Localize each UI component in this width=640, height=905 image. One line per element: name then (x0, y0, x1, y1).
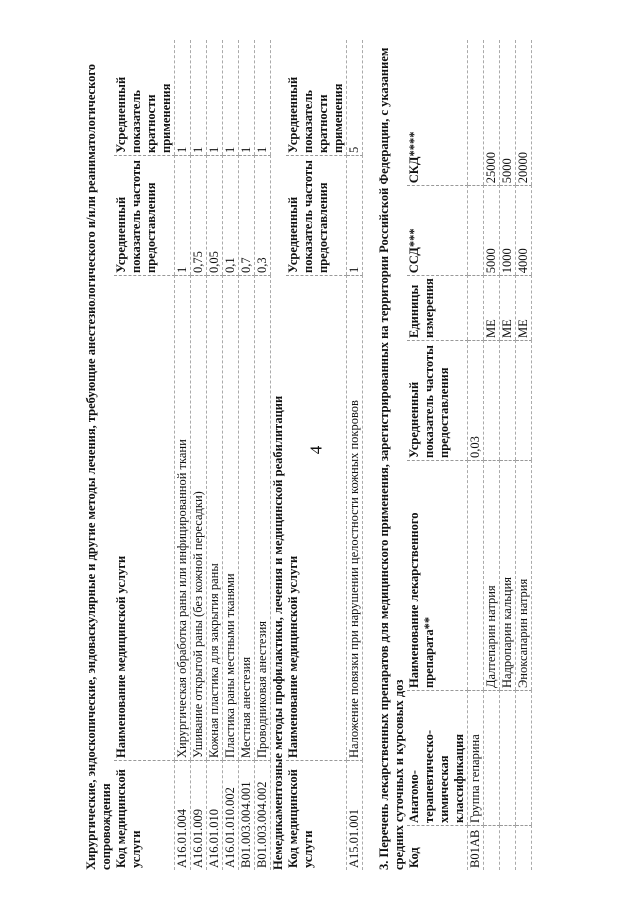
cell-code: A16.01.004 (175, 761, 191, 871)
table-row (223, 40, 239, 870)
cell-code: B01.003.004.001 (239, 761, 255, 871)
cell-code (516, 826, 532, 871)
col-atc: Анатомо-терапевтическо-химическая классификация (407, 691, 468, 826)
table-row (516, 40, 532, 870)
cell-skd: 5000 (500, 40, 516, 186)
cell-name: Ушивание открытой раны (без кожной пересадки) (191, 276, 207, 761)
cell-drug: Эноксапарин натрия (516, 461, 532, 691)
cell-name: Хирургическая обработка раны или инфицированной ткани (175, 276, 191, 761)
cell-freq (500, 341, 516, 461)
drugs-table (407, 40, 532, 870)
table-row (175, 40, 191, 870)
table-header-row (407, 40, 468, 870)
cell-mult: 5 (347, 40, 363, 156)
cell-code: B01AB (468, 826, 484, 871)
cell-freq: 0,1 (223, 156, 239, 276)
col-drug: Наименование лекарственного препарата** (407, 461, 468, 691)
col-ssd: ССД*** (407, 186, 468, 276)
cell-name: Проводниковая анестезия (255, 276, 271, 761)
cell-unit: МЕ (516, 276, 532, 341)
cell-atc (500, 691, 516, 826)
cell-freq (484, 341, 500, 461)
cell-freq: 0,03 (468, 341, 484, 461)
cell-code: A16.01.010 (207, 761, 223, 871)
table-row (347, 40, 363, 870)
col-name: Наименование медицинской услуги (114, 276, 175, 761)
col-mult: Усредненный показатель кратности применения (286, 40, 347, 156)
cell-ssd: 1000 (500, 186, 516, 276)
cell-ssd: 5000 (484, 186, 500, 276)
cell-freq: 1 (175, 156, 191, 276)
cell-skd (468, 40, 484, 186)
table-row-group (468, 40, 484, 870)
rotated-page-content (84, 40, 636, 870)
cell-freq: 0,05 (207, 156, 223, 276)
col-code: Код медицинской услуги (286, 761, 347, 871)
cell-name: Кожная пластика для закрытия раны (207, 276, 223, 761)
cell-code (484, 826, 500, 871)
cell-drug (468, 461, 484, 691)
col-freq: Усредненный показатель частоты предоставления (286, 156, 347, 276)
rehab-table (286, 40, 363, 870)
col-freq: Усредненный показатель частоты предоставления (114, 156, 175, 276)
rehab-heading: Немедикаментозные методы профилактики, лечения и медицинской реабилитации (271, 395, 285, 870)
page-number: 4 (306, 445, 326, 455)
table-row (191, 40, 207, 870)
cell-unit: МЕ (500, 276, 516, 341)
cell-atc: Группа гепарина (468, 691, 484, 826)
col-name: Наименование медицинской услуги (286, 276, 347, 761)
col-unit: Единицы измерения (407, 276, 468, 341)
col-code: Код медицинской услуги (114, 761, 175, 871)
services-table (114, 40, 271, 870)
table-row (239, 40, 255, 870)
cell-mult: 1 (255, 40, 271, 156)
col-mult: Усредненный показатель кратности применения (114, 40, 175, 156)
cell-code (500, 826, 516, 871)
cell-code: A16.01.010.002 (223, 761, 239, 871)
cell-ssd: 4000 (516, 186, 532, 276)
cell-name: Местная анестезия (239, 276, 255, 761)
cell-mult: 1 (223, 40, 239, 156)
cell-code: A16.01.009 (191, 761, 207, 871)
cell-mult: 1 (191, 40, 207, 156)
cell-mult: 1 (175, 40, 191, 156)
table-header-row (286, 40, 347, 870)
col-skd: СКД**** (407, 40, 468, 186)
cell-drug: Надропарин кальция (500, 461, 516, 691)
col-freq: Усредненный показатель частоты предоставления (407, 341, 468, 461)
cell-freq: 0,75 (191, 156, 207, 276)
cell-skd: 20000 (516, 40, 532, 186)
table-row (484, 40, 500, 870)
cell-name: Наложение повязки при нарушении целостности кожных покровов (347, 276, 363, 761)
cell-code: A15.01.001 (347, 761, 363, 871)
cell-mult: 1 (207, 40, 223, 156)
cell-freq (516, 341, 532, 461)
cell-code: B01.003.004.002 (255, 761, 271, 871)
cell-name: Пластика раны местными тканями (223, 276, 239, 761)
cell-mult: 1 (239, 40, 255, 156)
cell-freq: 0,3 (255, 156, 271, 276)
col-code: Код (407, 826, 468, 871)
cell-freq: 1 (347, 156, 363, 276)
cell-freq: 0,7 (239, 156, 255, 276)
cell-ssd (468, 186, 484, 276)
table-header-row (114, 40, 175, 870)
cell-atc (484, 691, 500, 826)
cell-skd: 25000 (484, 40, 500, 186)
cell-unit (468, 276, 484, 341)
section3-heading: 3. Перечень лекарственных препаратов для медицинского применения, зарегистрированных на территории Российской Федерации, с указанием средних суточных и курсовых доз (377, 47, 406, 870)
table-row (500, 40, 516, 870)
cell-drug: Далтепарин натрия (484, 461, 500, 691)
table-row (207, 40, 223, 870)
cell-unit: МЕ (484, 276, 500, 341)
table-row (255, 40, 271, 870)
section2-heading: Хирургические, эндоскопические, эндоваскулярные и другие методы лечения, требующие анестезиологического и/или реаниматологического сопровождения (84, 64, 113, 870)
cell-atc (516, 691, 532, 826)
